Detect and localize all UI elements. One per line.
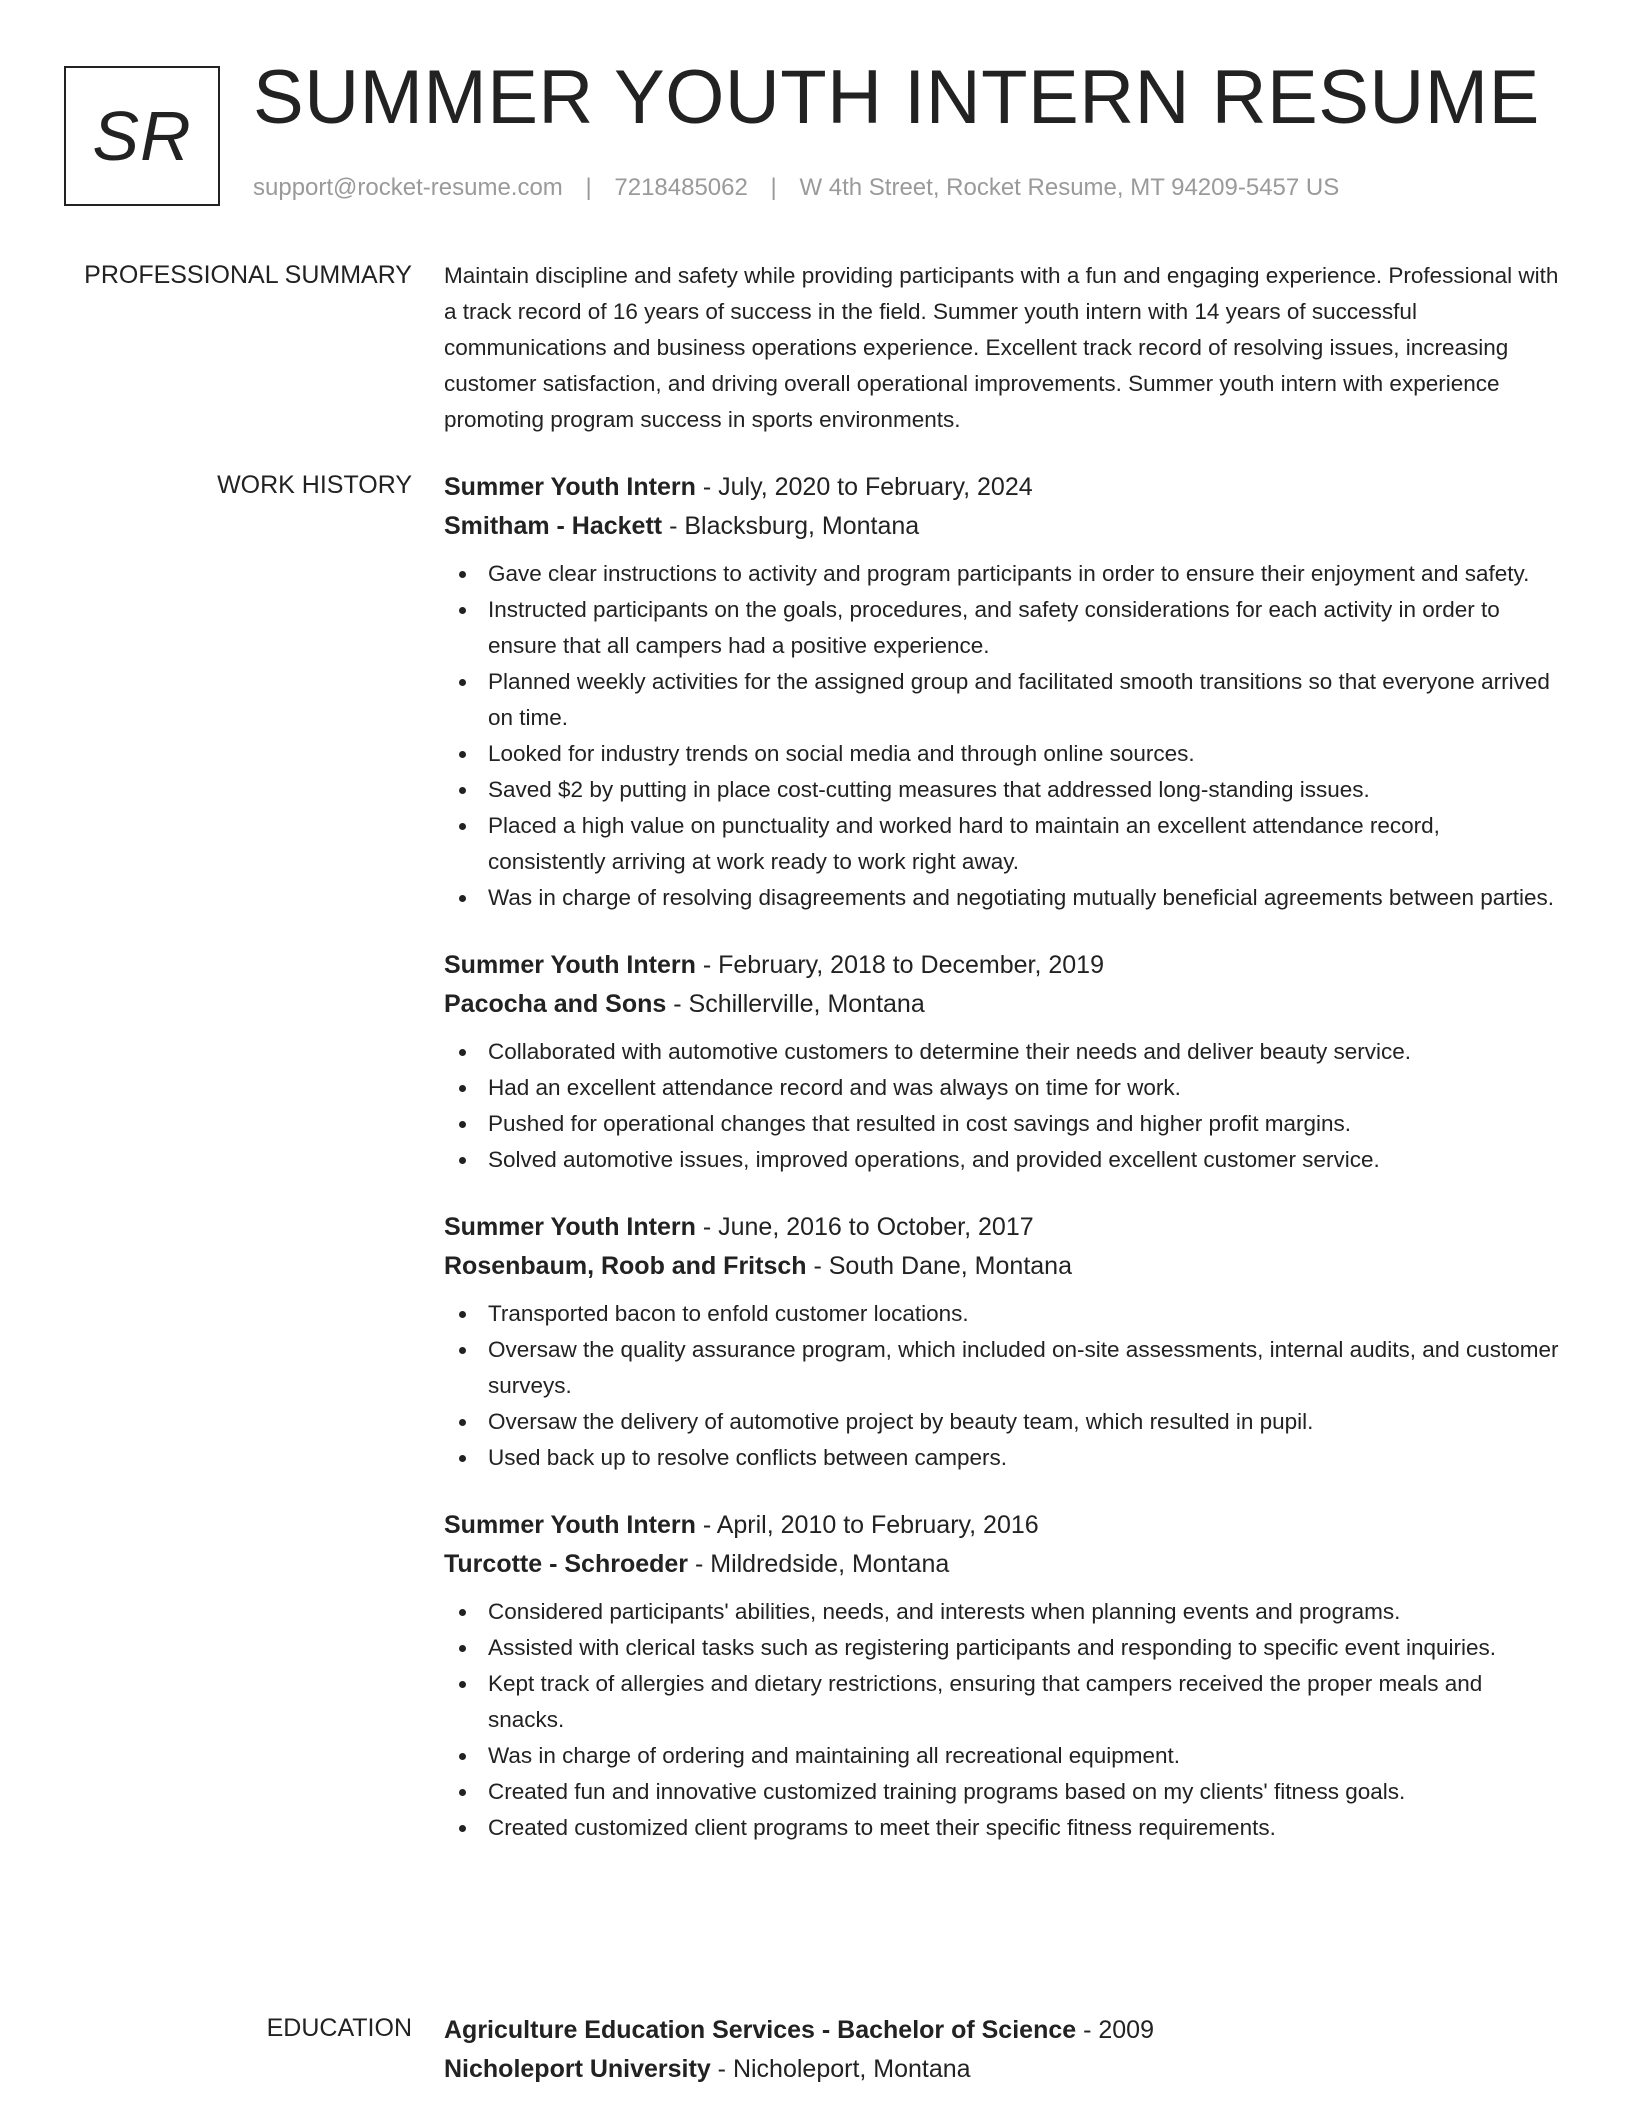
job-bullet	[444, 1332, 1560, 1404]
job-bullet	[444, 1666, 1560, 1738]
job-bullet-list	[444, 1594, 1560, 1846]
job-bullet	[444, 556, 1560, 592]
job-bullet	[444, 1630, 1560, 1666]
bullet-dot-icon	[459, 1049, 466, 1056]
bullet-dot-icon	[459, 1455, 466, 1462]
bullet-dot-icon	[459, 1085, 466, 1092]
job-bullet-text: Used back up to resolve conflicts between campers.	[488, 1445, 1008, 1470]
job-bullet-text: Kept track of allergies and dietary restrictions, ensuring that campers received the proper meals and snacks.	[488, 1671, 1483, 1732]
contact-separator: |	[585, 174, 592, 201]
job-bullet-text: Collaborated with automotive customers to determine their needs and deliver beauty service.	[488, 1039, 1411, 1064]
work-history-label: WORK HISTORY	[217, 471, 412, 499]
job-bullet	[444, 1142, 1560, 1178]
job-bullet	[444, 1440, 1560, 1476]
summary-body	[444, 258, 1560, 438]
job-company-line	[444, 985, 1560, 1024]
job-bullet	[444, 1296, 1560, 1332]
education-label: EDUCATION	[266, 2014, 412, 2042]
job-bullet	[444, 1404, 1560, 1440]
education-year: - 2009	[1076, 2016, 1154, 2044]
job-bullet	[444, 592, 1560, 664]
job-bullet-text: Solved automotive issues, improved operations, and provided excellent customer service.	[488, 1147, 1380, 1172]
job-bullet-text: Pushed for operational changes that resulted in cost savings and higher profit margins.	[488, 1111, 1352, 1136]
job-location: - Blacksburg, Montana	[662, 512, 920, 540]
bullet-dot-icon	[459, 571, 466, 578]
job-bullet	[444, 808, 1560, 880]
job-bullet	[444, 1106, 1560, 1142]
job-entry	[444, 468, 1560, 916]
job-company-line	[444, 1545, 1560, 1584]
job-title-line	[444, 946, 1560, 985]
education-degree: Agriculture Education Services - Bachelor of Science	[444, 2016, 1077, 2044]
job-bullet-text: Saved $2 by putting in place cost-cutting measures that addressed long-standing issues.	[488, 777, 1370, 802]
job-bullet	[444, 1594, 1560, 1630]
job-title: Summer Youth Intern	[444, 951, 696, 979]
job-bullet	[444, 736, 1560, 772]
summary-label: PROFESSIONAL SUMMARY	[84, 261, 412, 289]
contact-phone[interactable]: 7218485062	[614, 174, 748, 201]
bullet-dot-icon	[459, 1347, 466, 1354]
job-dates: - April, 2010 to February, 2016	[695, 1511, 1039, 1539]
bullet-dot-icon	[459, 607, 466, 614]
job-bullet-text: Transported bacon to enfold customer locations.	[488, 1301, 969, 1326]
contact-line	[253, 174, 1339, 202]
job-bullet-list	[444, 1296, 1560, 1476]
education-degree-line	[444, 2011, 1560, 2050]
job-dates: - February, 2018 to December, 2019	[695, 951, 1104, 979]
job-company-line	[444, 1247, 1560, 1286]
job-bullet	[444, 1034, 1560, 1070]
contact-address: W 4th Street, Rocket Resume, MT 94209-5457 US	[799, 174, 1340, 201]
job-dates: - June, 2016 to October, 2017	[695, 1213, 1034, 1241]
bullet-dot-icon	[459, 1157, 466, 1164]
job-entry	[444, 946, 1560, 1178]
job-title-line	[444, 1506, 1560, 1545]
job-title-line	[444, 1208, 1560, 1247]
job-title: Summer Youth Intern	[444, 1511, 696, 1539]
job-bullet-text: Looked for industry trends on social media and through online sources.	[488, 741, 1195, 766]
bullet-dot-icon	[459, 787, 466, 794]
monogram-text: SR	[92, 97, 192, 175]
monogram-badge	[64, 66, 220, 206]
job-location: - Mildredside, Montana	[688, 1550, 950, 1578]
bullet-dot-icon	[459, 1609, 466, 1616]
contact-email[interactable]: support@rocket-resume.com	[253, 174, 563, 201]
job-bullet	[444, 1774, 1560, 1810]
job-title: Summer Youth Intern	[444, 473, 696, 501]
bullet-dot-icon	[459, 823, 466, 830]
bullet-dot-icon	[459, 679, 466, 686]
job-bullet-text: Was in charge of ordering and maintaining all recreational equipment.	[488, 1743, 1181, 1768]
work-history-body	[444, 468, 1560, 1876]
job-bullet-text: Oversaw the quality assurance program, which included on-site assessments, internal audits, and customer surveys.	[488, 1337, 1559, 1398]
bullet-dot-icon	[459, 895, 466, 902]
bullet-dot-icon	[459, 1419, 466, 1426]
job-company: Smitham - Hackett	[444, 512, 663, 540]
job-bullet-text: Oversaw the delivery of automotive project by beauty team, which resulted in pupil.	[488, 1409, 1314, 1434]
job-company: Turcotte - Schroeder	[444, 1550, 689, 1578]
bullet-dot-icon	[459, 1311, 466, 1318]
job-company-line	[444, 507, 1560, 546]
bullet-dot-icon	[459, 1825, 466, 1832]
education-school: Nicholeport University	[444, 2055, 711, 2083]
job-bullet-text: Had an excellent attendance record and was always on time for work.	[488, 1075, 1181, 1100]
job-bullet-text: Created fun and innovative customized training programs based on my clients' fitness goals.	[488, 1779, 1406, 1804]
job-bullet-text: Considered participants' abilities, needs, and interests when planning events and programs.	[488, 1599, 1401, 1624]
bullet-dot-icon	[459, 1789, 466, 1796]
education-location: - Nicholeport, Montana	[710, 2055, 971, 2083]
job-title: Summer Youth Intern	[444, 1213, 696, 1241]
job-bullet-text: Gave clear instructions to activity and program participants in order to ensure their enjoyment and safety.	[488, 561, 1530, 586]
job-bullet-list	[444, 556, 1560, 916]
bullet-dot-icon	[459, 1121, 466, 1128]
bullet-dot-icon	[459, 1645, 466, 1652]
education-body	[444, 2011, 1560, 2089]
job-bullet-text: Created customized client programs to meet their specific fitness requirements.	[488, 1815, 1276, 1840]
job-title-line	[444, 468, 1560, 507]
job-entry	[444, 1506, 1560, 1846]
bullet-dot-icon	[459, 1681, 466, 1688]
bullet-dot-icon	[459, 751, 466, 758]
job-bullet	[444, 880, 1560, 916]
job-bullet-text: Planned weekly activities for the assigned group and facilitated smooth transitions so that everyone arrived on time.	[488, 669, 1550, 730]
job-bullet-list	[444, 1034, 1560, 1178]
job-bullet	[444, 664, 1560, 736]
job-bullet-text: Was in charge of resolving disagreements and negotiating mutually beneficial agreements between parties.	[488, 885, 1555, 910]
job-company: Pacocha and Sons	[444, 990, 667, 1018]
job-location: - Schillerville, Montana	[666, 990, 925, 1018]
job-location: - South Dane, Montana	[806, 1252, 1072, 1280]
job-bullet	[444, 1810, 1560, 1846]
job-bullet	[444, 1738, 1560, 1774]
resume-title: SUMMER YOUTH INTERN RESUME	[253, 55, 1540, 140]
job-bullet-text: Placed a high value on punctuality and worked hard to maintain an excellent attendance record, consistently arriving at work ready to work right away.	[488, 813, 1440, 874]
job-bullet-text: Assisted with clerical tasks such as registering participants and responding to specific event inquiries.	[488, 1635, 1496, 1660]
job-bullet	[444, 772, 1560, 808]
bullet-dot-icon	[459, 1753, 466, 1760]
education-school-line	[444, 2050, 1560, 2089]
job-bullet-text: Instructed participants on the goals, procedures, and safety considerations for each activity in order to ensure that all campers had a positive experience.	[488, 597, 1500, 658]
summary-text: Maintain discipline and safety while providing participants with a fun and engaging experience. Professional with a track record of 16 years of success in the field. Summer youth intern with 14 years of successful communications and business operations experience. Excellent track record of resolving issues, increasing customer satisfaction, and driving overall operational improvements. Summer youth intern with experience promoting program success in sports environments.	[444, 263, 1559, 432]
job-bullet	[444, 1070, 1560, 1106]
job-entry	[444, 1208, 1560, 1476]
job-company: Rosenbaum, Roob and Fritsch	[444, 1252, 807, 1280]
job-dates: - July, 2020 to February, 2024	[695, 473, 1033, 501]
contact-separator: |	[770, 174, 777, 201]
